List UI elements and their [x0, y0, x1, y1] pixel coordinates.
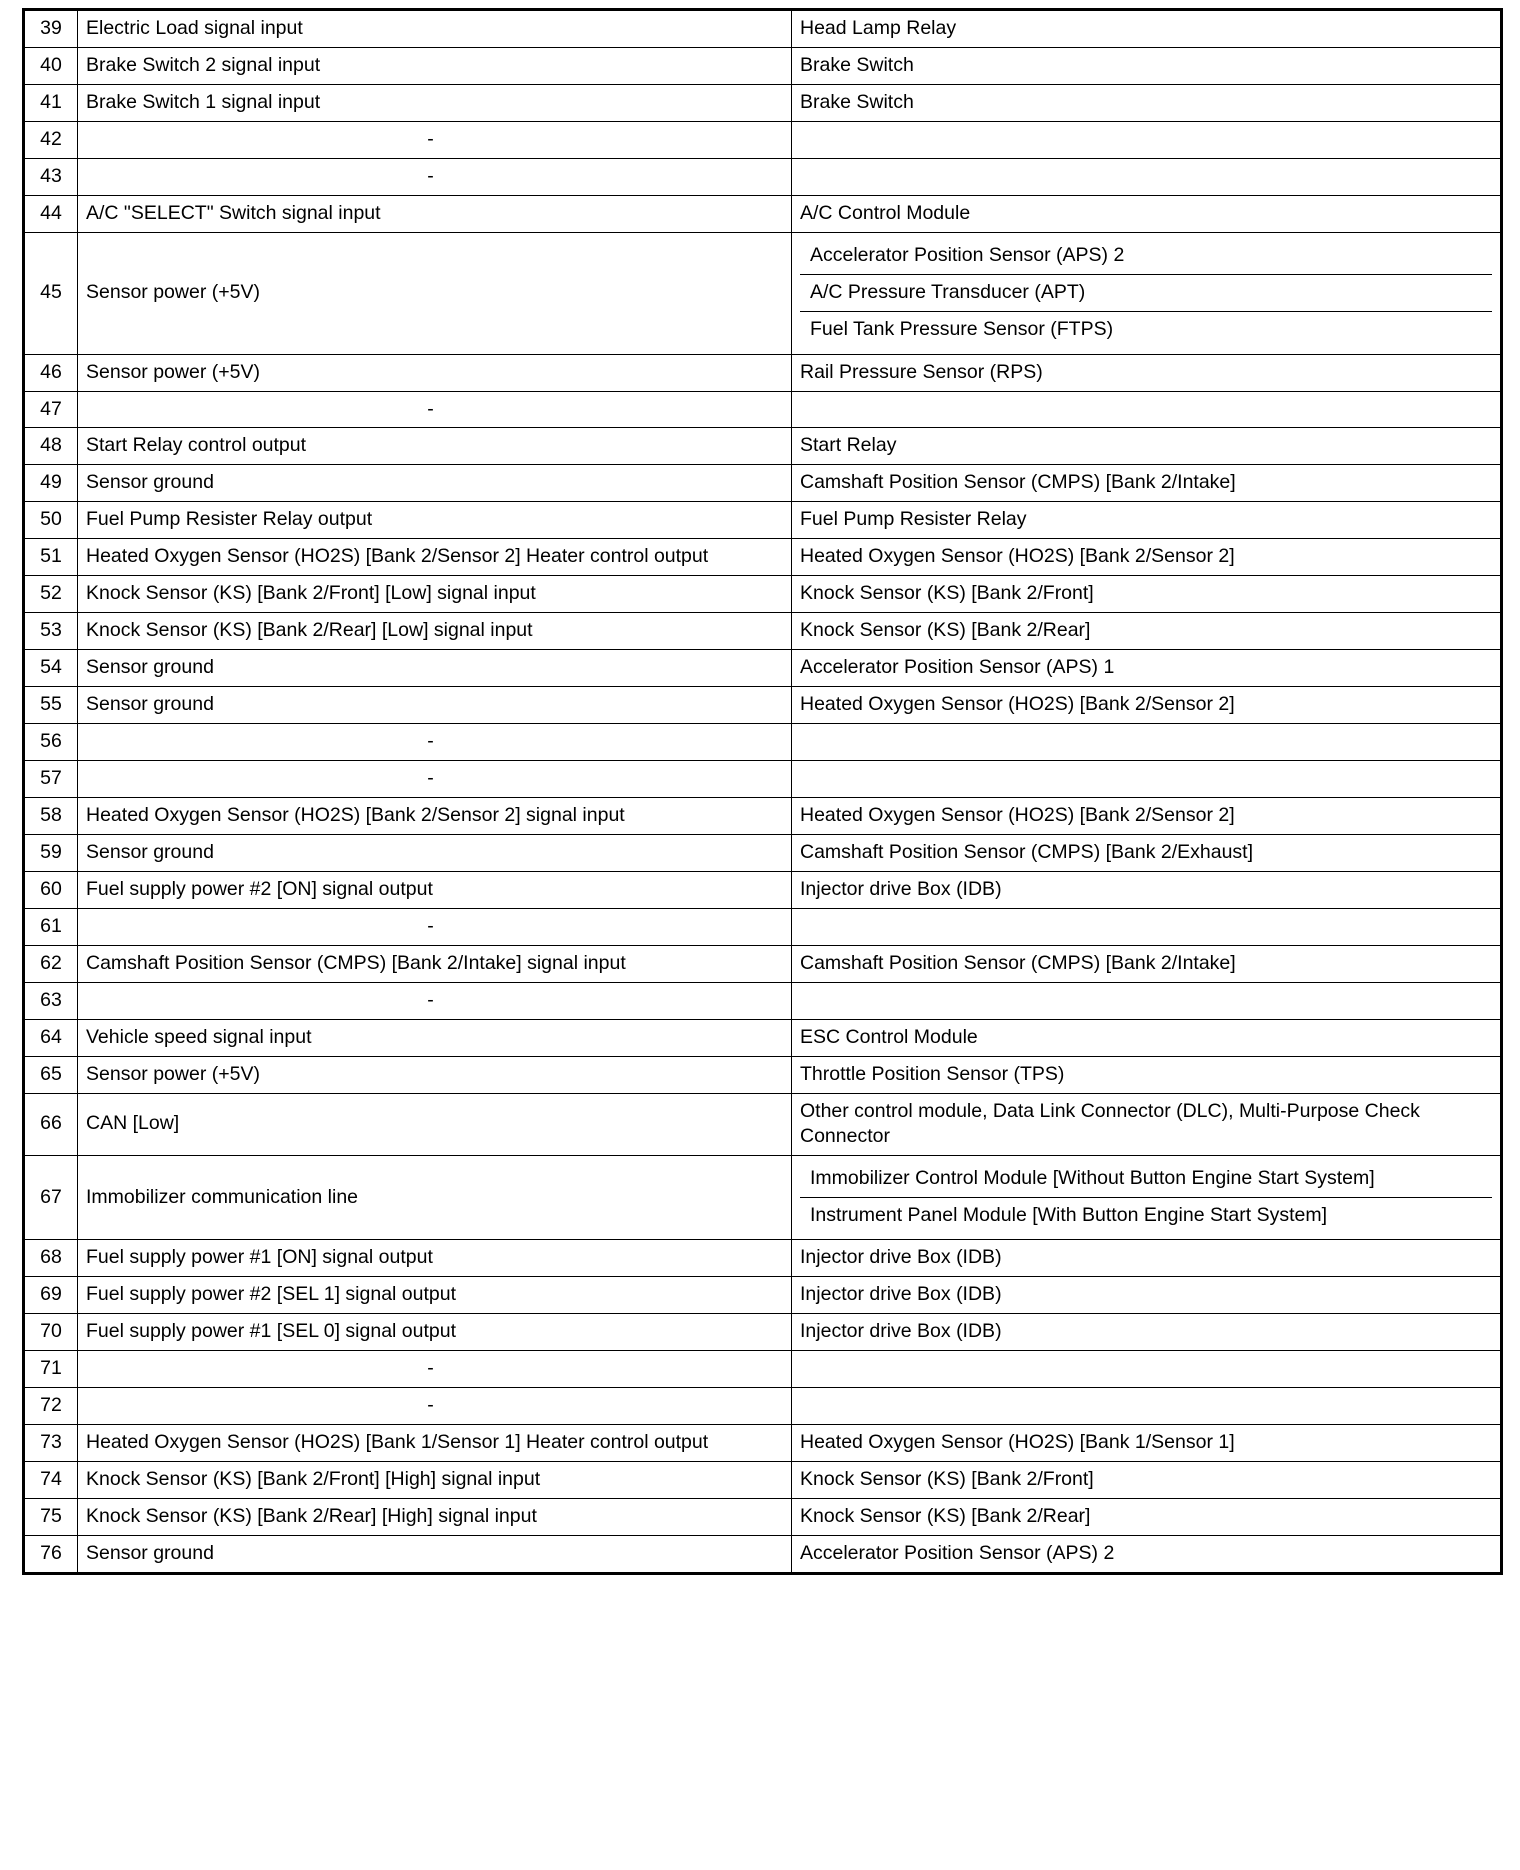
- table-row: [24, 724, 1502, 761]
- pin-description-cell: Knock Sensor (KS) [Bank 2/Front] [High] signal input: [78, 1462, 792, 1499]
- pin-number-cell: 67: [24, 1155, 78, 1240]
- pin-number-cell: 65: [24, 1056, 78, 1093]
- connected-to-cell: A/C Control Module: [792, 195, 1502, 232]
- pin-description-cell: -: [78, 982, 792, 1019]
- connected-to-item: Immobilizer Control Module [Without Button Engine Start System]: [800, 1161, 1492, 1198]
- pin-number-cell: 66: [24, 1093, 78, 1155]
- pin-number-cell: 53: [24, 613, 78, 650]
- pin-number-cell: 69: [24, 1277, 78, 1314]
- table-row: [24, 539, 1502, 576]
- table-row: [24, 195, 1502, 232]
- connected-to-cell: Throttle Position Sensor (TPS): [792, 1056, 1502, 1093]
- pin-description-cell: Sensor power (+5V): [78, 1056, 792, 1093]
- connected-to-cell: Knock Sensor (KS) [Bank 2/Front]: [792, 1462, 1502, 1499]
- table-row: [24, 761, 1502, 798]
- pin-number-cell: 43: [24, 158, 78, 195]
- pin-number-cell: 51: [24, 539, 78, 576]
- pin-number-cell: 42: [24, 121, 78, 158]
- table-row: [24, 871, 1502, 908]
- pin-description-cell: -: [78, 724, 792, 761]
- pin-number-cell: 62: [24, 945, 78, 982]
- connected-to-cell: [792, 908, 1502, 945]
- pin-description-cell: Camshaft Position Sensor (CMPS) [Bank 2/Intake] signal input: [78, 945, 792, 982]
- pin-description-cell: Sensor ground: [78, 687, 792, 724]
- pin-description-cell: -: [78, 158, 792, 195]
- connected-to-cell: [792, 724, 1502, 761]
- pin-number-cell: 45: [24, 232, 78, 354]
- pin-description-cell: Start Relay control output: [78, 428, 792, 465]
- pin-description-cell: Knock Sensor (KS) [Bank 2/Rear] [Low] signal input: [78, 613, 792, 650]
- table-row: [24, 47, 1502, 84]
- connected-to-cell: Heated Oxygen Sensor (HO2S) [Bank 2/Sensor 2]: [792, 539, 1502, 576]
- pin-description-cell: Sensor ground: [78, 650, 792, 687]
- table-row: [24, 1388, 1502, 1425]
- pin-number-cell: 72: [24, 1388, 78, 1425]
- pin-description-cell: -: [78, 1388, 792, 1425]
- table-row: [24, 428, 1502, 465]
- table-row: [24, 1093, 1502, 1155]
- table-row: [24, 687, 1502, 724]
- connected-to-cell: [792, 232, 1502, 354]
- connected-to-cell: Brake Switch: [792, 47, 1502, 84]
- pin-number-cell: 41: [24, 84, 78, 121]
- connected-to-cell: [792, 1351, 1502, 1388]
- pin-number-cell: 55: [24, 687, 78, 724]
- connected-to-cell: Injector drive Box (IDB): [792, 1314, 1502, 1351]
- table-row: [24, 834, 1502, 871]
- pin-number-cell: 46: [24, 354, 78, 391]
- pin-description-cell: Knock Sensor (KS) [Bank 2/Front] [Low] signal input: [78, 576, 792, 613]
- pin-description-cell: Brake Switch 1 signal input: [78, 84, 792, 121]
- connected-to-cell: [792, 158, 1502, 195]
- connected-to-cell: Start Relay: [792, 428, 1502, 465]
- pin-description-cell: Heated Oxygen Sensor (HO2S) [Bank 2/Sensor 2] Heater control output: [78, 539, 792, 576]
- table-row: [24, 576, 1502, 613]
- pin-description-cell: -: [78, 121, 792, 158]
- pin-number-cell: 58: [24, 798, 78, 835]
- pin-number-cell: 57: [24, 761, 78, 798]
- table-row: [24, 1277, 1502, 1314]
- pin-number-cell: 64: [24, 1019, 78, 1056]
- table-row: [24, 232, 1502, 354]
- pin-number-cell: 47: [24, 391, 78, 428]
- pin-number-cell: 61: [24, 908, 78, 945]
- pin-number-cell: 71: [24, 1351, 78, 1388]
- pin-description-cell: Vehicle speed signal input: [78, 1019, 792, 1056]
- pin-number-cell: 74: [24, 1462, 78, 1499]
- connected-to-item: Accelerator Position Sensor (APS) 2: [800, 238, 1492, 275]
- table-row: [24, 650, 1502, 687]
- table-row: [24, 1155, 1502, 1240]
- pin-description-cell: Electric Load signal input: [78, 10, 792, 48]
- pin-number-cell: 39: [24, 10, 78, 48]
- pin-description-cell: Heated Oxygen Sensor (HO2S) [Bank 2/Sensor 2] signal input: [78, 798, 792, 835]
- connected-to-cell: [792, 761, 1502, 798]
- connected-to-cell: Camshaft Position Sensor (CMPS) [Bank 2/Exhaust]: [792, 834, 1502, 871]
- pin-description-cell: Fuel supply power #2 [SEL 1] signal output: [78, 1277, 792, 1314]
- pin-description-cell: Sensor ground: [78, 1536, 792, 1574]
- connected-to-cell: Knock Sensor (KS) [Bank 2/Rear]: [792, 613, 1502, 650]
- pin-description-cell: A/C "SELECT" Switch signal input: [78, 195, 792, 232]
- connected-to-cell: ESC Control Module: [792, 1019, 1502, 1056]
- table-row: [24, 798, 1502, 835]
- table-row: [24, 121, 1502, 158]
- connected-to-cell: Rail Pressure Sensor (RPS): [792, 354, 1502, 391]
- connected-to-cell: Heated Oxygen Sensor (HO2S) [Bank 1/Sensor 1]: [792, 1425, 1502, 1462]
- connected-to-cell: Heated Oxygen Sensor (HO2S) [Bank 2/Sensor 2]: [792, 687, 1502, 724]
- table-row: [24, 982, 1502, 1019]
- pin-description-cell: -: [78, 391, 792, 428]
- connected-to-cell: Knock Sensor (KS) [Bank 2/Front]: [792, 576, 1502, 613]
- connected-to-item: Instrument Panel Module [With Button Engine Start System]: [810, 1203, 1327, 1226]
- pin-number-cell: 56: [24, 724, 78, 761]
- connected-to-cell: Accelerator Position Sensor (APS) 2: [792, 1536, 1502, 1574]
- connected-to-cell: Head Lamp Relay: [792, 10, 1502, 48]
- table-row: [24, 1056, 1502, 1093]
- pin-description-cell: -: [78, 908, 792, 945]
- pin-description-cell: -: [78, 761, 792, 798]
- pin-number-cell: 68: [24, 1240, 78, 1277]
- pin-number-cell: 54: [24, 650, 78, 687]
- table-row: [24, 1314, 1502, 1351]
- table-row: [24, 1425, 1502, 1462]
- table-row: [24, 1351, 1502, 1388]
- pin-description-cell: Sensor power (+5V): [78, 232, 792, 354]
- connected-to-cell: Injector drive Box (IDB): [792, 871, 1502, 908]
- pin-description-cell: -: [78, 1351, 792, 1388]
- connected-to-cell: [792, 982, 1502, 1019]
- connected-to-cell: Heated Oxygen Sensor (HO2S) [Bank 2/Sensor 2]: [792, 798, 1502, 835]
- connected-to-item: Fuel Tank Pressure Sensor (FTPS): [810, 317, 1114, 340]
- table-row: [24, 1499, 1502, 1536]
- table-row: [24, 391, 1502, 428]
- table-row: [24, 158, 1502, 195]
- pin-number-cell: 76: [24, 1536, 78, 1574]
- table-row: [24, 613, 1502, 650]
- pin-description-cell: Brake Switch 2 signal input: [78, 47, 792, 84]
- pin-number-cell: 60: [24, 871, 78, 908]
- connected-to-cell: [792, 1388, 1502, 1425]
- connected-to-cell: Injector drive Box (IDB): [792, 1240, 1502, 1277]
- connected-to-cell: Accelerator Position Sensor (APS) 1: [792, 650, 1502, 687]
- pin-description-cell: Sensor power (+5V): [78, 354, 792, 391]
- connected-to-cell: Camshaft Position Sensor (CMPS) [Bank 2/Intake]: [792, 945, 1502, 982]
- pin-description-cell: Immobilizer communication line: [78, 1155, 792, 1240]
- pin-number-cell: 63: [24, 982, 78, 1019]
- table-row: [24, 84, 1502, 121]
- table-row: [24, 1462, 1502, 1499]
- connected-to-cell: [792, 391, 1502, 428]
- pin-number-cell: 48: [24, 428, 78, 465]
- table-row: [24, 1019, 1502, 1056]
- table-row: [24, 465, 1502, 502]
- pin-description-cell: Sensor ground: [78, 465, 792, 502]
- connected-to-cell: Fuel Pump Resister Relay: [792, 502, 1502, 539]
- table-row: [24, 1240, 1502, 1277]
- pin-description-cell: Knock Sensor (KS) [Bank 2/Rear] [High] signal input: [78, 1499, 792, 1536]
- pin-description-cell: Fuel supply power #2 [ON] signal output: [78, 871, 792, 908]
- table-row: [24, 1536, 1502, 1574]
- pin-number-cell: 70: [24, 1314, 78, 1351]
- connected-to-cell: Brake Switch: [792, 84, 1502, 121]
- pin-description-cell: Heated Oxygen Sensor (HO2S) [Bank 1/Sensor 1] Heater control output: [78, 1425, 792, 1462]
- pin-description-cell: Fuel supply power #1 [ON] signal output: [78, 1240, 792, 1277]
- connected-to-cell: [792, 1155, 1502, 1240]
- table-row: [24, 502, 1502, 539]
- table-row: [24, 354, 1502, 391]
- table-row: [24, 908, 1502, 945]
- pin-number-cell: 40: [24, 47, 78, 84]
- connected-to-cell: Other control module, Data Link Connector (DLC), Multi-Purpose Check Connector: [792, 1093, 1502, 1155]
- pin-number-cell: 59: [24, 834, 78, 871]
- pin-number-cell: 44: [24, 195, 78, 232]
- connected-to-cell: [792, 121, 1502, 158]
- pin-description-cell: Fuel Pump Resister Relay output: [78, 502, 792, 539]
- table-row: [24, 10, 1502, 48]
- pin-description-cell: CAN [Low]: [78, 1093, 792, 1155]
- pin-number-cell: 52: [24, 576, 78, 613]
- pin-number-cell: 50: [24, 502, 78, 539]
- table-row: [24, 945, 1502, 982]
- pin-number-cell: 49: [24, 465, 78, 502]
- connected-to-cell: Knock Sensor (KS) [Bank 2/Rear]: [792, 1499, 1502, 1536]
- ecm-pinout-table: [22, 8, 1503, 1575]
- pin-description-cell: Fuel supply power #1 [SEL 0] signal output: [78, 1314, 792, 1351]
- table-body: [24, 10, 1502, 1574]
- connected-to-cell: Injector drive Box (IDB): [792, 1277, 1502, 1314]
- connected-to-item: A/C Pressure Transducer (APT): [800, 275, 1492, 312]
- pin-number-cell: 75: [24, 1499, 78, 1536]
- pin-number-cell: 73: [24, 1425, 78, 1462]
- pin-description-cell: Sensor ground: [78, 834, 792, 871]
- connected-to-cell: Camshaft Position Sensor (CMPS) [Bank 2/Intake]: [792, 465, 1502, 502]
